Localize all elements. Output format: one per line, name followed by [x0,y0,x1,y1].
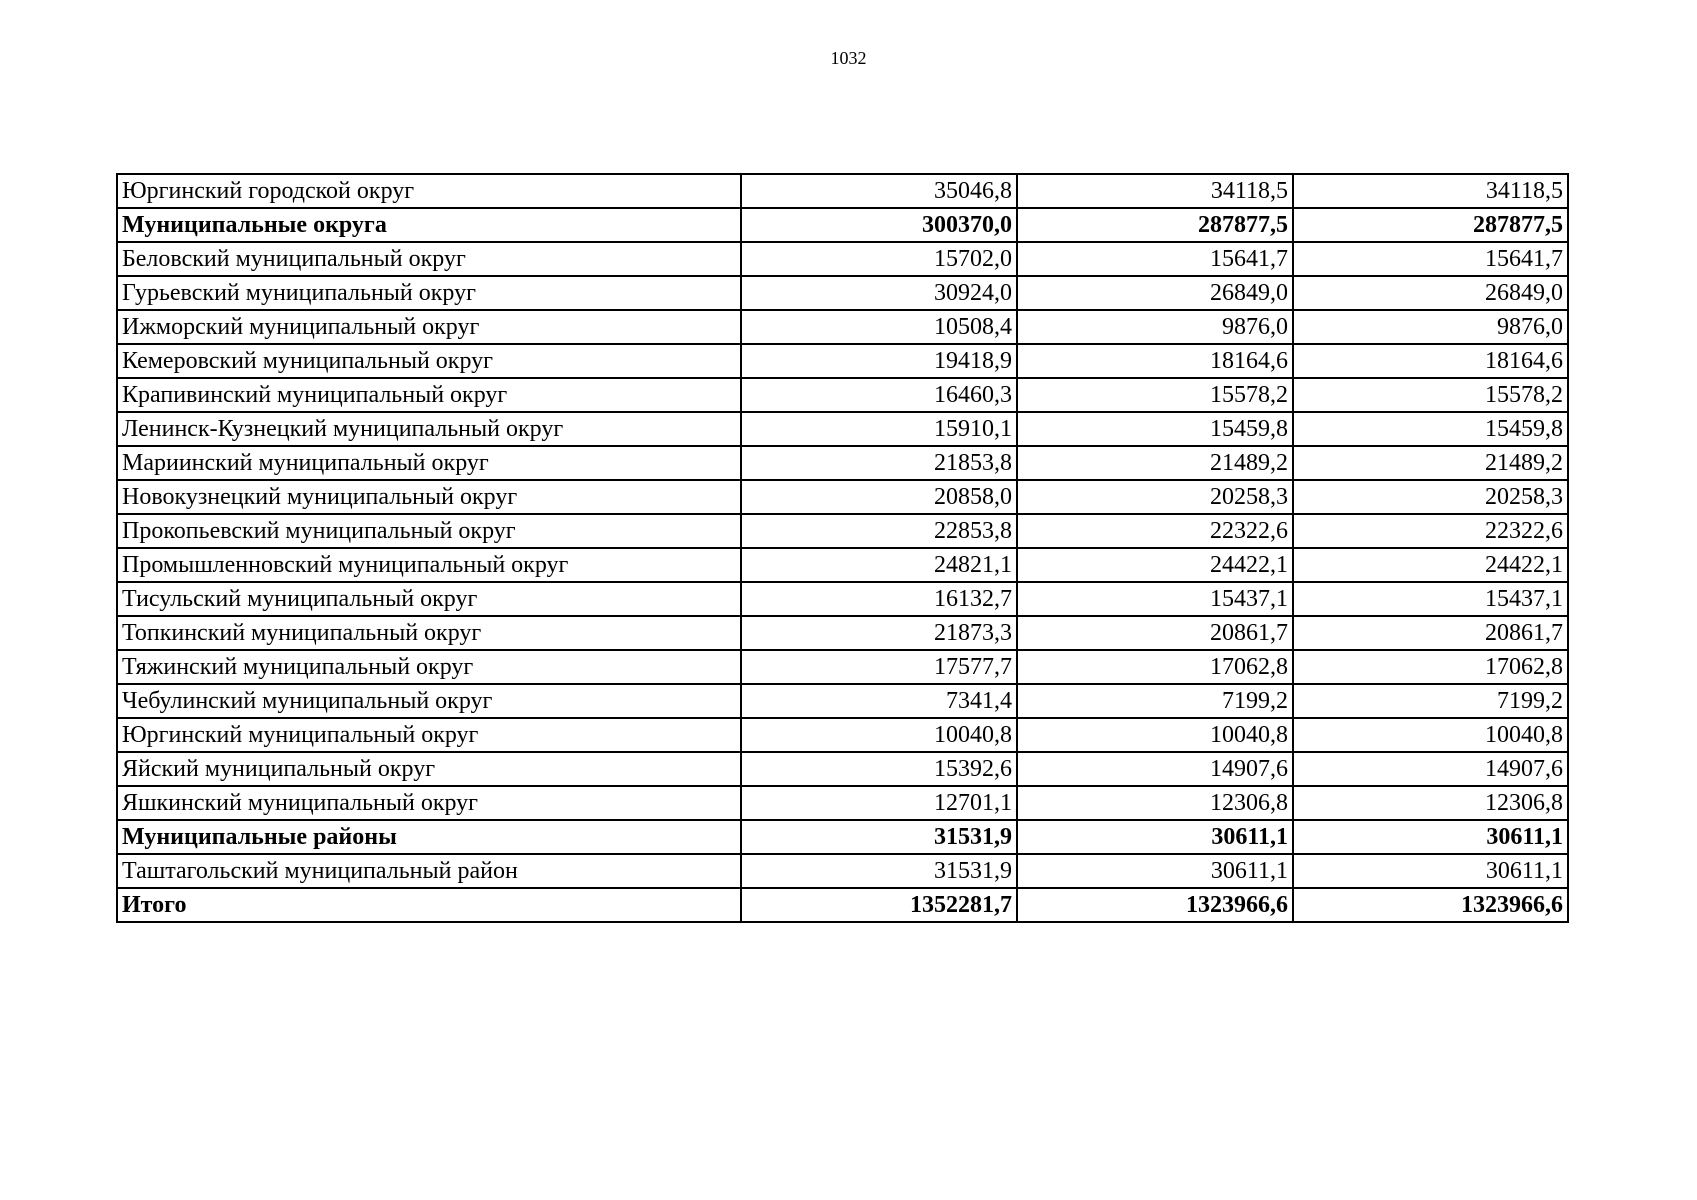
row-value-1-cell: 24821,1 [741,548,1017,582]
table-row [117,684,1568,718]
row-value-3-cell: 15459,8 [1293,412,1568,446]
table-row [117,242,1568,276]
row-value-1-cell: 15910,1 [741,412,1017,446]
table-row [117,548,1568,582]
row-value-1-cell: 17577,7 [741,650,1017,684]
row-value-2-cell: 22322,6 [1017,514,1293,548]
table-row [117,650,1568,684]
row-value-3-cell: 15641,7 [1293,242,1568,276]
row-value-3-cell: 21489,2 [1293,446,1568,480]
row-value-3-cell: 12306,8 [1293,786,1568,820]
row-value-2-cell: 17062,8 [1017,650,1293,684]
row-value-2-cell: 9876,0 [1017,310,1293,344]
row-value-1-cell: 15702,0 [741,242,1017,276]
row-name-cell: Ленинск-Кузнецкий муниципальный округ [117,412,741,446]
row-value-1-cell: 300370,0 [741,208,1017,242]
row-value-2-cell: 18164,6 [1017,344,1293,378]
row-value-2-cell: 34118,5 [1017,174,1293,208]
table-row [117,718,1568,752]
row-value-1-cell: 31531,9 [741,820,1017,854]
row-value-3-cell: 30611,1 [1293,820,1568,854]
row-value-1-cell: 16132,7 [741,582,1017,616]
table-row [117,378,1568,412]
table-row-subtotal [117,208,1568,242]
row-value-2-cell: 15578,2 [1017,378,1293,412]
row-value-1-cell: 31531,9 [741,854,1017,888]
row-value-1-cell: 21873,3 [741,616,1017,650]
table-row [117,752,1568,786]
row-value-1-cell: 12701,1 [741,786,1017,820]
row-name-cell: Топкинский муниципальный округ [117,616,741,650]
row-name-cell: Итого [117,888,741,922]
row-name-cell: Таштагольский муниципальный район [117,854,741,888]
row-name-cell: Крапивинский муниципальный округ [117,378,741,412]
row-value-2-cell: 20861,7 [1017,616,1293,650]
row-value-3-cell: 30611,1 [1293,854,1568,888]
row-value-1-cell: 22853,8 [741,514,1017,548]
row-value-2-cell: 1323966,6 [1017,888,1293,922]
row-name-cell: Тяжинский муниципальный округ [117,650,741,684]
row-value-3-cell: 18164,6 [1293,344,1568,378]
row-value-3-cell: 20861,7 [1293,616,1568,650]
table-row [117,344,1568,378]
row-value-3-cell: 24422,1 [1293,548,1568,582]
budget-table [116,173,1569,923]
row-value-2-cell: 12306,8 [1017,786,1293,820]
row-name-cell: Яйский муниципальный округ [117,752,741,786]
row-name-cell: Новокузнецкий муниципальный округ [117,480,741,514]
row-value-1-cell: 30924,0 [741,276,1017,310]
table-row [117,310,1568,344]
row-value-3-cell: 10040,8 [1293,718,1568,752]
row-value-3-cell: 34118,5 [1293,174,1568,208]
row-value-3-cell: 22322,6 [1293,514,1568,548]
row-value-1-cell: 15392,6 [741,752,1017,786]
row-value-2-cell: 21489,2 [1017,446,1293,480]
row-value-2-cell: 15459,8 [1017,412,1293,446]
row-value-1-cell: 1352281,7 [741,888,1017,922]
table-row [117,854,1568,888]
row-value-2-cell: 287877,5 [1017,208,1293,242]
row-value-2-cell: 24422,1 [1017,548,1293,582]
row-value-3-cell: 9876,0 [1293,310,1568,344]
page-number: 1032 [830,48,867,68]
row-name-cell: Промышленновский муниципальный округ [117,548,741,582]
row-value-1-cell: 19418,9 [741,344,1017,378]
row-value-3-cell: 287877,5 [1293,208,1568,242]
row-name-cell: Беловский муниципальный округ [117,242,741,276]
row-value-1-cell: 20858,0 [741,480,1017,514]
table-row [117,616,1568,650]
row-value-2-cell: 14907,6 [1017,752,1293,786]
row-value-2-cell: 26849,0 [1017,276,1293,310]
row-value-2-cell: 20258,3 [1017,480,1293,514]
table-row [117,446,1568,480]
table-row [117,276,1568,310]
row-value-3-cell: 26849,0 [1293,276,1568,310]
row-name-cell: Мариинский муниципальный округ [117,446,741,480]
row-value-2-cell: 15437,1 [1017,582,1293,616]
row-value-2-cell: 30611,1 [1017,820,1293,854]
row-value-2-cell: 7199,2 [1017,684,1293,718]
table-row [117,786,1568,820]
row-name-cell: Яшкинский муниципальный округ [117,786,741,820]
row-value-3-cell: 7199,2 [1293,684,1568,718]
row-name-cell: Муниципальные округа [117,208,741,242]
row-value-2-cell: 10040,8 [1017,718,1293,752]
row-value-2-cell: 15641,7 [1017,242,1293,276]
table-row [117,514,1568,548]
row-value-1-cell: 10040,8 [741,718,1017,752]
row-value-3-cell: 15578,2 [1293,378,1568,412]
table-row [117,412,1568,446]
row-value-1-cell: 7341,4 [741,684,1017,718]
row-name-cell: Юргинский городской округ [117,174,741,208]
row-name-cell: Чебулинский муниципальный округ [117,684,741,718]
row-value-3-cell: 15437,1 [1293,582,1568,616]
row-name-cell: Ижморский муниципальный округ [117,310,741,344]
row-value-3-cell: 14907,6 [1293,752,1568,786]
table-body [117,174,1568,922]
row-value-1-cell: 16460,3 [741,378,1017,412]
row-name-cell: Кемеровский муниципальный округ [117,344,741,378]
row-name-cell: Прокопьевский муниципальный округ [117,514,741,548]
row-value-3-cell: 17062,8 [1293,650,1568,684]
table-row-subtotal [117,888,1568,922]
table-row [117,174,1568,208]
row-value-1-cell: 10508,4 [741,310,1017,344]
row-value-1-cell: 21853,8 [741,446,1017,480]
row-value-3-cell: 20258,3 [1293,480,1568,514]
row-value-1-cell: 35046,8 [741,174,1017,208]
table-row-subtotal [117,820,1568,854]
row-value-2-cell: 30611,1 [1017,854,1293,888]
row-name-cell: Гурьевский муниципальный округ [117,276,741,310]
table-row [117,582,1568,616]
row-value-3-cell: 1323966,6 [1293,888,1568,922]
row-name-cell: Юргинский муниципальный округ [117,718,741,752]
row-name-cell: Муниципальные районы [117,820,741,854]
row-name-cell: Тисульский муниципальный округ [117,582,741,616]
table-row [117,480,1568,514]
